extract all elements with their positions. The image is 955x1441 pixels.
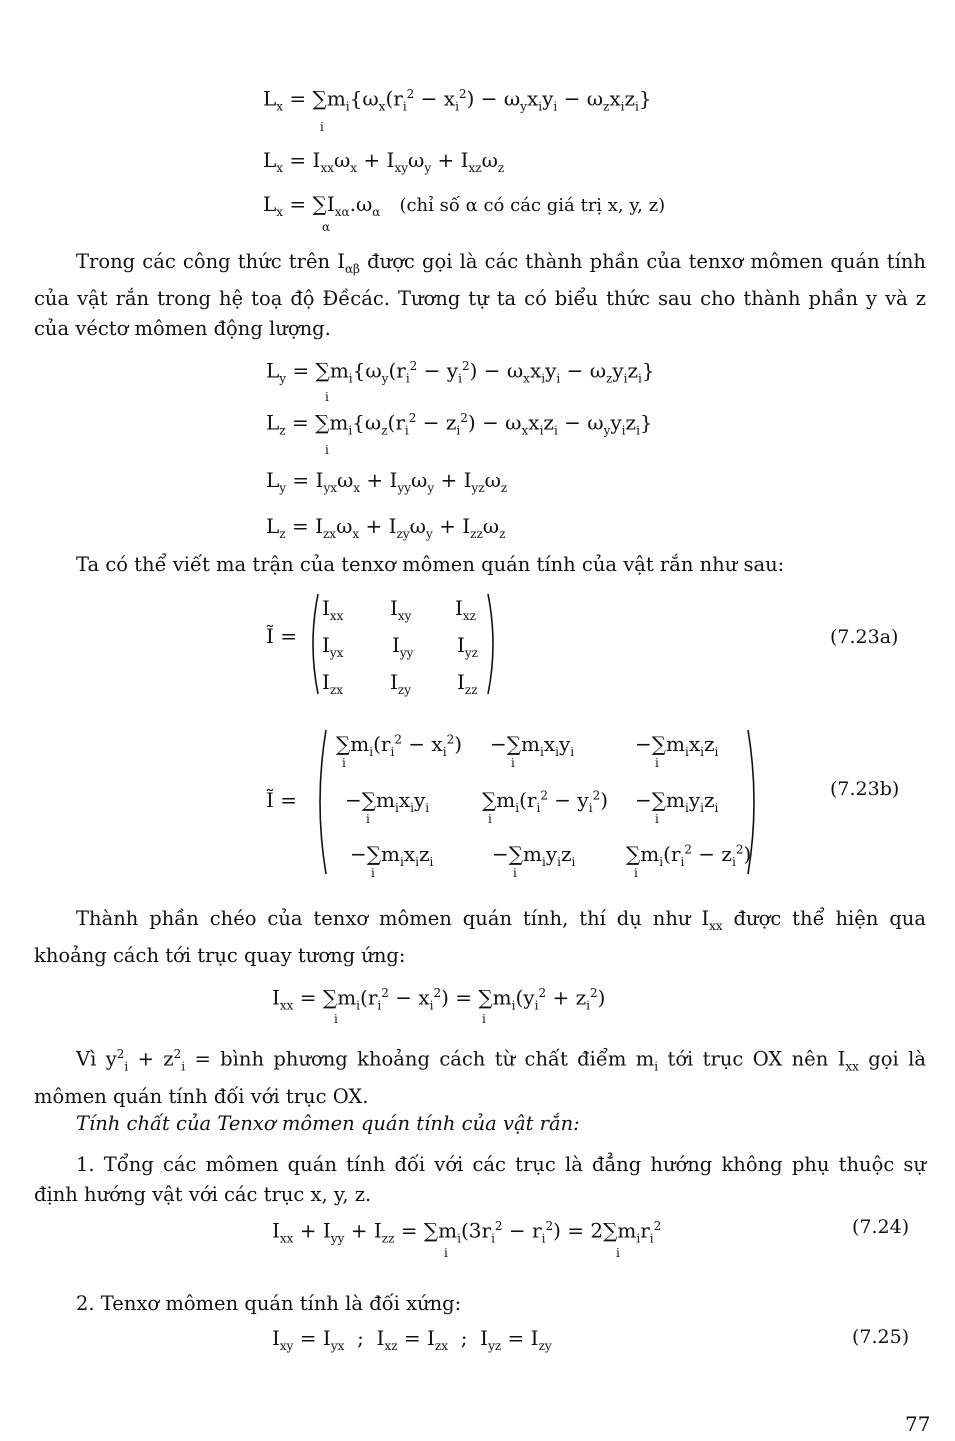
paragraph-tensor-intro: Trong các công thức trên $I_{\alpha\beta}$ được gọi là các thành phần của tenxơ mômen quán tính của vật rắn trong hệ toạ độ Đềcác. Tương tự ta có biểu thức sau cho thành phần y và z của véctơ mômen động lượng. [34, 250, 926, 340]
equation-lx-components: $L_x = I_{xx}\omega_x + I_{xy}\omega_y + I_{xz}\omega_z$ [263, 148, 505, 175]
matrix-cell: $I_{zy}$ [390, 670, 412, 697]
equation-lz-components: $L_z = I_{zx}\omega_x + I_{zy}\omega_y + I_{zz}\omega_z$ [266, 514, 506, 541]
property-2: 2. Tenxơ mômen quán tính là đối xứng: [76, 1292, 462, 1315]
matrix-cell: $-\sum m_iy_iz_i$ [492, 842, 576, 869]
matrix-cell: $\sum m_i(r_i^2 - y_i^2)$ [482, 788, 609, 815]
sum-index: i [655, 812, 659, 826]
sum-index: i [334, 1012, 338, 1026]
paragraph-diagonal-components: Thành phần chéo của tenxơ mômen quán tính, thí dụ như $I_{xx}$ được thể hiện qua khoảng cách tới trục quay tương ứng: [34, 907, 926, 968]
matrix-cell: $-\sum m_ix_iy_i$ [490, 732, 575, 759]
equation-lx-tensor: $L_x = \sum I_{x\alpha}.\omega_\alpha$ (chỉ số α có các giá trị x, y, z) [263, 192, 666, 219]
sum-index: i [616, 1246, 620, 1260]
matrix-symbol-b: Ĩ = [266, 788, 298, 812]
matrix-cell: $I_{xy}$ [390, 596, 412, 623]
sum-index: i [634, 866, 638, 880]
sum-index: i [371, 866, 375, 880]
sum-index: i [488, 812, 492, 826]
matrix-cell: $-\sum m_ix_iz_i$ [635, 732, 719, 759]
matrix-cell: $-\sum m_ix_iz_i$ [350, 842, 434, 869]
matrix-cell: $-\sum m_iy_iz_i$ [635, 788, 719, 815]
matrix-symbol-a: Ĩ = [266, 624, 298, 648]
sum-index: α [322, 220, 331, 234]
matrix-bracket-left [312, 728, 328, 876]
equation-trace: $I_{xx} + I_{yy} + I_{zz} = \sum m_i(3r_i^2 - r_i^2) = 2\sum m_ir_i^2$ [272, 1218, 662, 1246]
equation-lx-sum: $L_x = \sum m_i\{\omega_x(r_i^2 - x_i^2) - \omega_yx_iy_i - \omega_zx_iz_i\}$ [263, 86, 652, 114]
matrix-cell: $I_{yx}$ [322, 633, 344, 660]
sum-index: i [342, 756, 346, 770]
sum-index: i [655, 756, 659, 770]
sum-index: i [444, 1246, 448, 1260]
page-number: 77 [905, 1412, 931, 1436]
paragraph-matrix-intro: Ta có thể viết ma trận của tenxơ mômen quán tính của vật rắn như sau: [76, 553, 785, 576]
sum-index: i [325, 390, 329, 404]
matrix-cell: $\sum m_i(r_i^2 - z_i^2)$ [626, 842, 752, 869]
matrix-cell: $\sum m_i(r_i^2 - x_i^2)$ [336, 732, 463, 759]
matrix-cell: $I_{yz}$ [457, 633, 479, 660]
matrix-cell: $-\sum m_ix_iy_i$ [345, 788, 430, 815]
equation-ly-components: $L_y = I_{yx}\omega_x + I_{yy}\omega_y + I_{yz}\omega_z$ [266, 468, 508, 495]
equation-number: (7.23b) [830, 778, 900, 800]
equation-note: (chỉ số α có các giá trị x, y, z) [399, 195, 666, 216]
matrix-bracket-left [306, 592, 320, 696]
matrix-cell: $I_{zx}$ [322, 670, 343, 697]
equation-symmetry: $I_{xy} = I_{yx}$ ; $I_{xz} = I_{zx}$ ; $I_{yz} = I_{zy}$ [272, 1326, 552, 1353]
equation-ixx: $I_{xx} = \sum m_i(r_i^2 - x_i^2) = \sum m_i(y_i^2 + z_i^2)$ [272, 985, 606, 1013]
equation-number: (7.24) [852, 1216, 910, 1238]
matrix-cell: $I_{xz}$ [455, 596, 476, 623]
equation-lz-sum: $L_z = \sum m_i\{\omega_z(r_i^2 - z_i^2) - \omega_xx_iz_i - \omega_yy_iz_i\}$ [266, 410, 653, 438]
equation-ly-sum: $L_y = \sum m_i\{\omega_y(r_i^2 - y_i^2) - \omega_xx_iy_i - \omega_zy_iz_i\}$ [266, 358, 655, 386]
property-1: 1. Tổng các mômen quán tính đối với các trục là đẳng hướng không phụ thuộc sự định hướng vật với các trục x, y, z. [34, 1153, 926, 1206]
sum-index: i [513, 866, 517, 880]
sum-index: i [320, 120, 324, 134]
sum-index: i [366, 812, 370, 826]
matrix-bracket-right [486, 592, 500, 696]
matrix-cell: $I_{zz}$ [457, 670, 478, 697]
section-heading: Tính chất của Tenxơ mômen quán tính của vật rắn: [76, 1112, 580, 1135]
matrix-cell: $I_{xx}$ [322, 596, 344, 623]
paragraph-axis-distance: Vì $y^2_i + z^2_i$ = bình phương khoảng cách từ chất điểm $m_i$ tới trục OX nên $I_{xx}$ gọi là mômen quán tính đối với trục OX. [34, 1047, 926, 1108]
sum-index: i [325, 443, 329, 457]
equation-number: (7.23a) [830, 626, 899, 648]
matrix-cell: $I_{yy}$ [392, 633, 414, 660]
sum-index: i [511, 756, 515, 770]
equation-number: (7.25) [852, 1326, 910, 1348]
sum-index: i [482, 1012, 486, 1026]
